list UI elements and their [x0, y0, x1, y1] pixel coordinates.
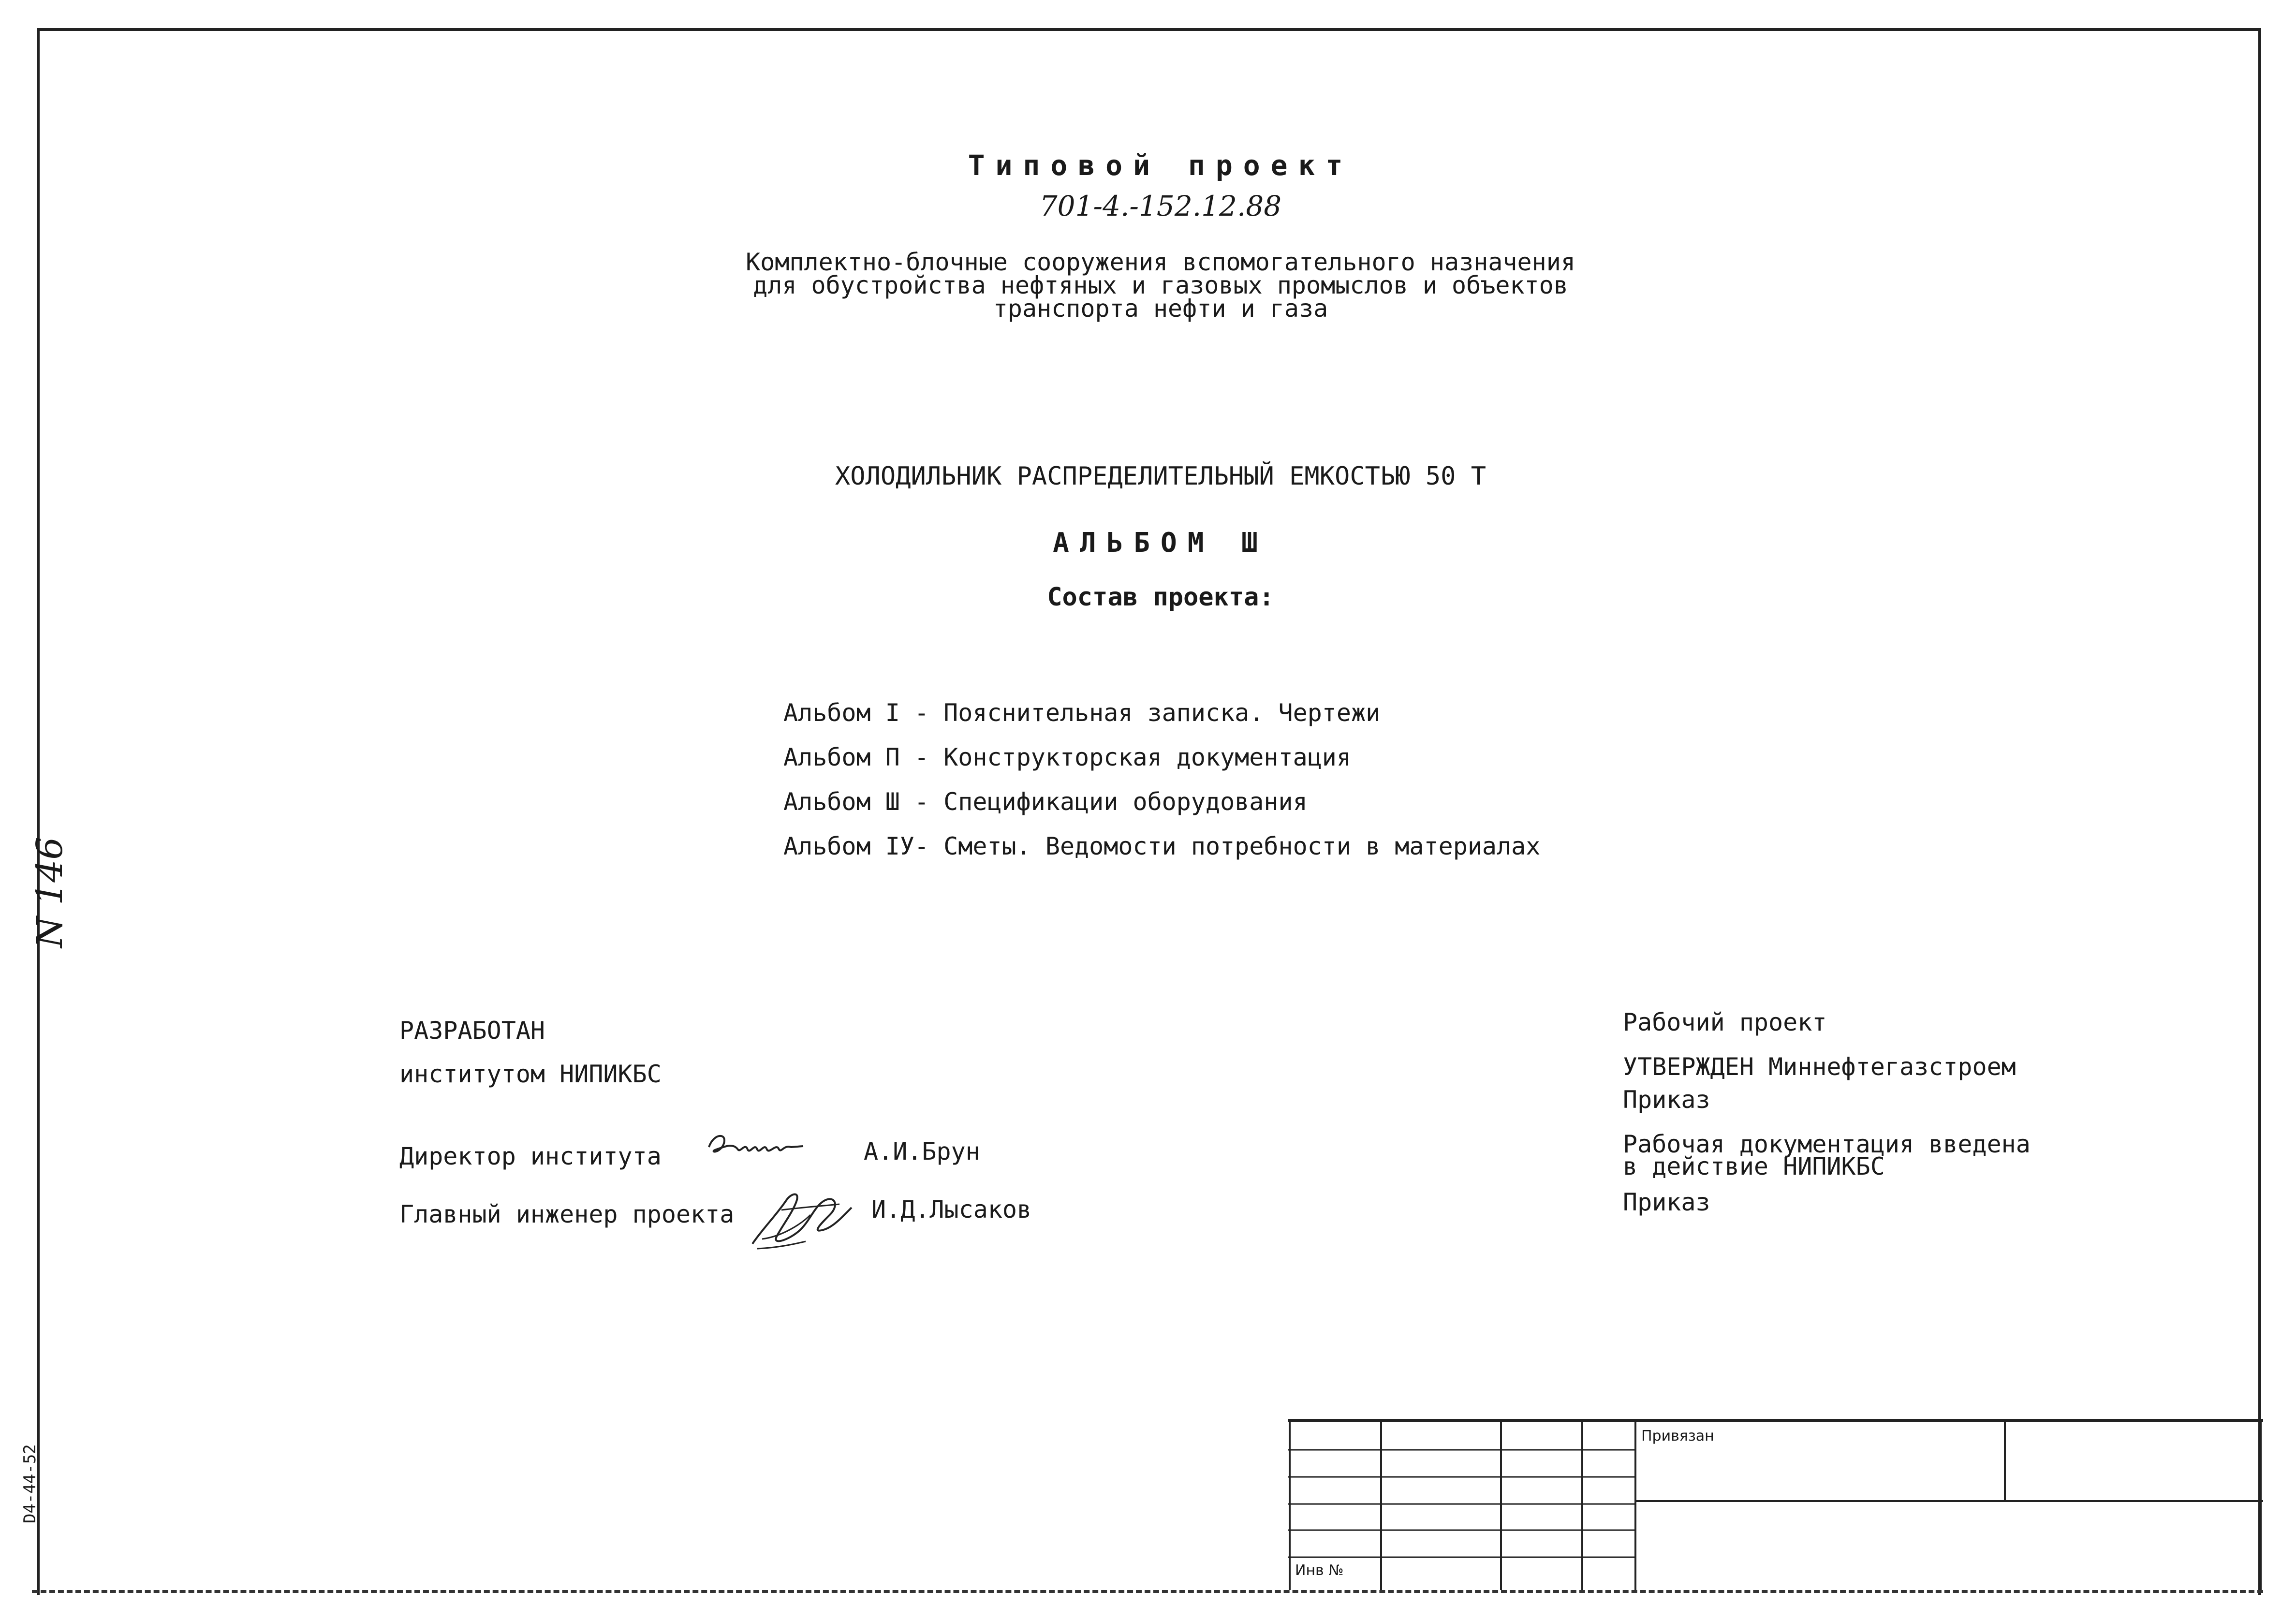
director-label: Директор института — [399, 1142, 662, 1170]
composition-title: Состав проекта: — [1047, 583, 1274, 612]
description-line: Комплектно-блочные сооружения вспомогательного назначения — [746, 248, 1575, 276]
description-line: транспорта нефти и газа — [993, 295, 1328, 323]
project-code: 701-4.-152.12.88 — [1039, 190, 1282, 222]
album-item: Альбом I - Пояснительная записка. Чертежи — [783, 699, 1381, 727]
director-name: А.И.Брун — [864, 1137, 980, 1165]
approval-line-order-2: Приказ — [1623, 1188, 1710, 1216]
project-description — [580, 248, 1741, 323]
approval-line-order: Приказ — [1623, 1086, 1710, 1114]
document-type-title: Типовой проект — [968, 149, 1354, 182]
approval-line-institute: в действие НИПИКБС — [1623, 1152, 1885, 1180]
frame-bottom-line — [32, 1590, 2263, 1593]
side-code: D4-44-52 — [20, 1444, 40, 1523]
developed-label: РАЗРАБОТАН — [399, 1017, 545, 1045]
chief-engineer-name: И.Д.Лысаков — [871, 1195, 1032, 1224]
approval-line-approved: УТВЕРЖДЕН Миннефтегазстроем — [1623, 1053, 2016, 1081]
chief-engineer-signature — [733, 1181, 859, 1259]
approval-line-docs: Рабочая документация введена — [1623, 1130, 2031, 1158]
album-item: Альбом IУ- Сметы. Ведомости потребности в материалах — [783, 832, 1541, 860]
object-name: ХОЛОДИЛЬНИК РАСПРЕДЕЛИТЕЛЬНЫЙ ЕМКОСТЬЮ 50 Т — [835, 462, 1487, 491]
description-line: для обустройства нефтяных и газовых промыслов и объектов — [753, 271, 1568, 299]
title-block-stamp — [1288, 1419, 2263, 1590]
album-title: АЛЬБОМ Ш — [1053, 527, 1268, 559]
approval-line-project: Рабочий проект — [1623, 1008, 1827, 1036]
album-item: Альбом Ш - Спецификации оборудования — [783, 788, 1308, 816]
developer-institute: институтом НИПИКБС — [399, 1060, 662, 1088]
side-number: N 146 — [29, 837, 71, 948]
director-signature — [699, 1123, 810, 1172]
stamp-grid — [1288, 1419, 2263, 1590]
album-list — [783, 691, 1540, 869]
stamp-inventory-label: Инв № — [1295, 1562, 1344, 1579]
album-item: Альбом П - Конструкторская документация — [783, 743, 1351, 771]
stamp-attached-label: Привязан — [1641, 1428, 1714, 1445]
chief-engineer-label: Главный инженер проекта — [399, 1200, 735, 1228]
